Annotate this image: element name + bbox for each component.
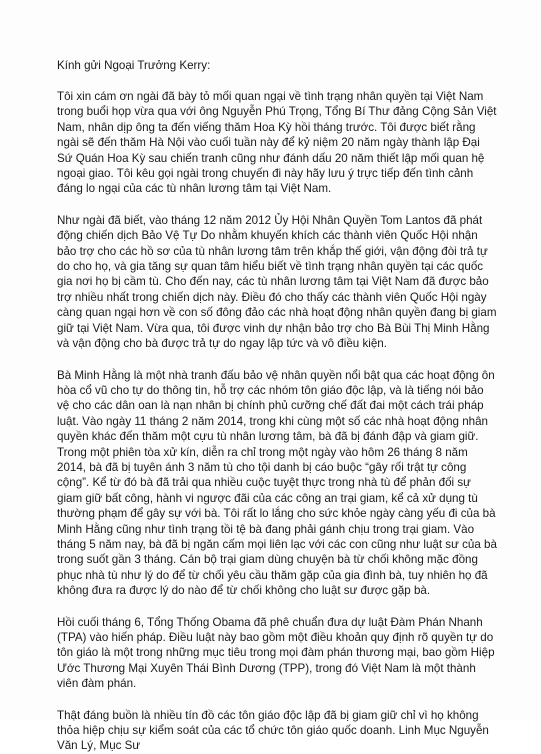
letter-paragraph-3: Bà Minh Hằng là một nhà tranh đấu bảo vệ nhân quyền nổi bật qua các hoạt động ôn hòa cổ vũ cho tự do thông tin, hỗ trợ các nhóm tôn giáo độc lập, và là tiếng nói bảo vệ cho các dân oan là nạn nhân bị chính phủ cưỡng chế đất đai một cách trái pháp luật. Vào ngày 11 tháng 2 năm 2014, trong khi cùng một số các nhà hoạt động nhân quyền khác đến thăm một cựu tù nhân lương tâm, bà đã bị đánh đập và giam giữ. Trong một phiên tòa xử kín, diễn ra chỉ trong một ngày vào hôm 26 tháng 8 năm 2014, bà đã bị tuyên ánh 3 năm tù cho tội danh bị cáo buộc “gây rối trật tự công cộng”. Kể từ đó bà đã trải qua nhiều cuộc tuyệt thực trong nhà tù để phản đối sự giam giữ bất công, hành vi ngược đãi của các công an trại giam, kể cả xử dụng tù thường phạm để gây sự với bà. Tôi rất lo lắng cho sức khỏe ngày càng yếu đi của bà Minh Hằng cũng như tình trạng tồi tệ bà đang phải gánh chịu trong trại giam. Vào tháng 5 năm nay, bà đã bị ngăn cấm mọi liên lạc với các con cũng như luật sư của bà trong suốt gần 3 tháng. Cán bộ trại giam dùng chuyện bà từ chối không mặc đồng phục nhà tù như lý do để từ chối yêu cầu thăm gặp của gia đình bà, tuy nhiên họ đã không đưa ra được lý do nào để từ chối không cho luật sư được gặp bà.: [57, 368, 497, 598]
letter-paragraph-1: Tôi xin cám ơn ngài đã bày tỏ mối quan ngại về tình trạng nhân quyền tại Việt Nam trong buổi họp vừa qua với ông Nguyễn Phú Trọng, Tổng Bí Thư đảng Cộng Sản Việt Nam, nhân dịp ông ta đến viếng thăm Hoa Kỳ hồi tháng trước. Tôi được biết rằng ngài sẽ đến thăm Hà Nội vào cuối tuần này để kỷ niệm 20 năm ngày thành lập Đại Sứ Quán Hoa Kỳ sau chiến tranh cũng như đánh dấu 20 năm thiết lập mối quan hệ ngoại giao. Tôi kêu gọi ngài trong chuyến đi này hãy lưu ý trực tiếp đến tình cảnh đáng lo ngại của các tù nhân lương tâm tại Việt Nam.: [57, 90, 497, 196]
letter-paragraph-2: Như ngài đã biết, vào tháng 12 năm 2012 Ủy Hội Nhân Quyền Tom Lantos đã phát động chiến dịch Bảo Vệ Tự Do nhằm khuyến khích các thành viên Quốc Hội nhận bảo trợ cho các hồ sơ của tù nhân lương tâm trên khắp thế giới, vận động đòi trả tự do cho họ, và gia tăng sự quan tâm hiểu biết về tình trạng nhân quyền tại các quốc gia nơi họ bị cầm tù. Cho đến nay, các tù nhân lương tâm tại Việt Nam đã được bảo trợ nhiều nhất trong chiến dịch này. Điều đó cho thấy các thành viên Quốc Hội ngày càng quan ngại hơn về con số đông đảo các nhà hoạt động nhân quyền đang bị giam giữ tại Việt Nam. Vừa qua, tôi được vinh dự nhận bảo trợ cho Bà Bùi Thị Minh Hằng và vận động cho bà được trả tự do ngay lập tức và vô điều kiện.: [57, 213, 497, 351]
letter-paragraph-4: Hồi cuối tháng 6, Tổng Thống Obama đã phê chuẩn đưa dự luật Đàm Phán Nhanh (TPA) vào hiến pháp. Điều luật này bao gồm một điều khoản quy định rõ quyền tự do tôn giáo là một trong những mục tiêu trong mọi đàm phán thương mại, bao gồm Hiệp Ước Thương Mại Xuyên Thái Bình Dương (TPP), trong đó Việt Nam là một thành viên đàm phán.: [57, 615, 495, 691]
letter-paragraph-5: Thật đáng buồn là nhiều tín đồ các tôn giáo độc lập đã bị giam giữ chỉ vì họ không thỏa hiệp chịu sự kiểm soát của các tổ chức tôn giáo quốc doanh. Linh Mục Nguyễn Văn Lý, Mục Sư: [57, 708, 489, 753]
letter-greeting: Kính gửi Ngoại Trưởng Kerry:: [57, 59, 211, 72]
